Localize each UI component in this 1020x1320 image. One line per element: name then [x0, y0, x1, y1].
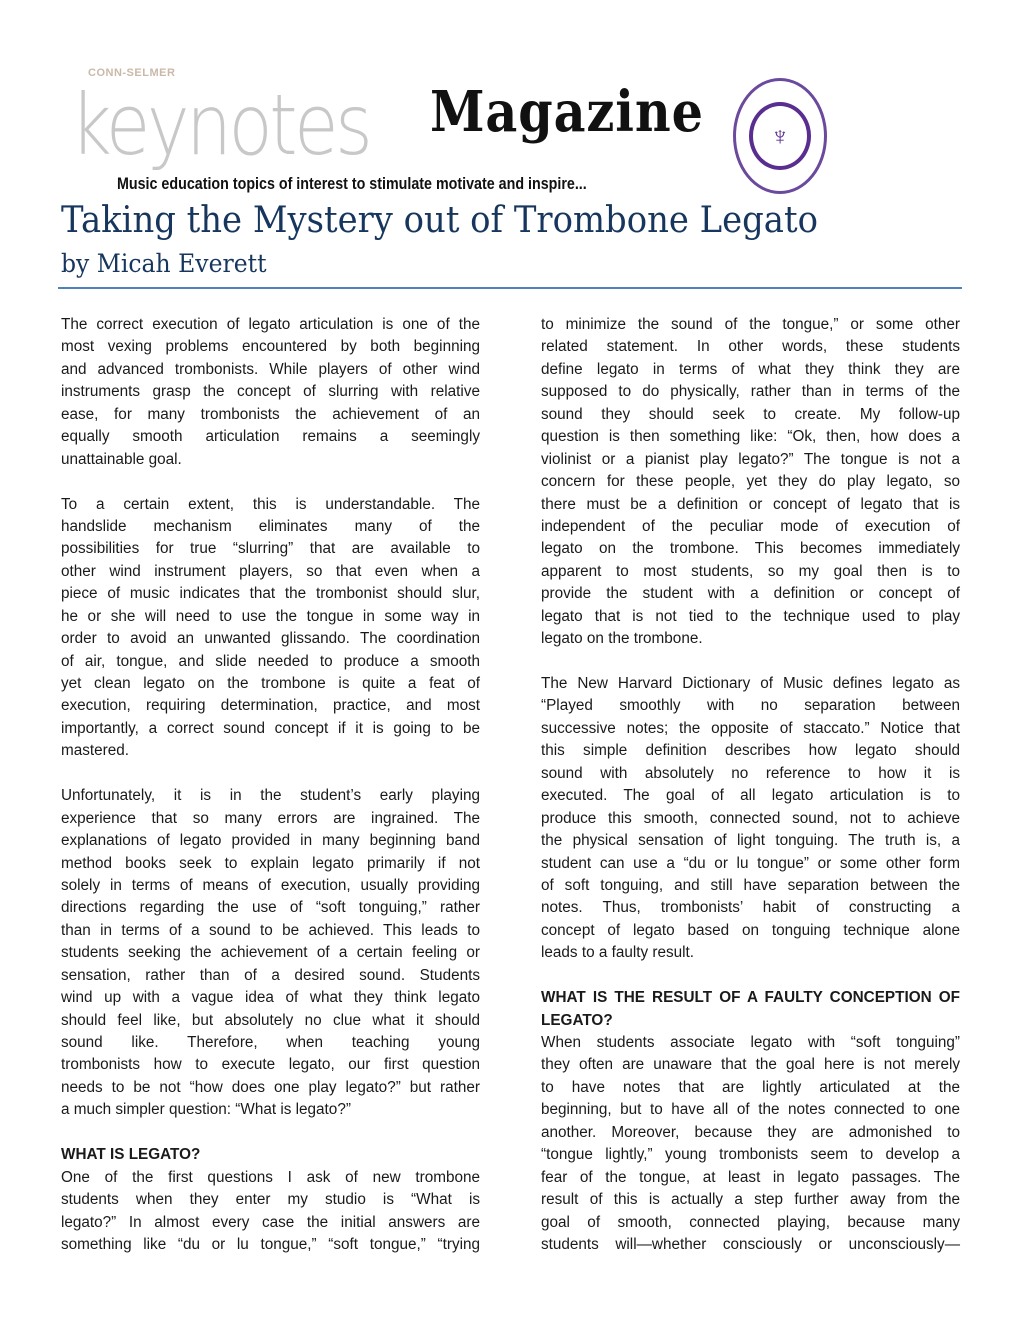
paragraph — [61, 314, 480, 471]
text-line: students when they enter my studio is “What is — [61, 1191, 480, 1209]
tagline: Music education topics of interest to stimulate motivate and inspire... — [117, 174, 587, 193]
text-line: student can use a “du or lu tongue” or some other form — [541, 854, 960, 872]
text-line: define legato in terms of what they think they are — [541, 360, 960, 378]
text-line: they often are unaware that the goal here is not merely — [541, 1056, 960, 1074]
text-line: a much simpler question: “What is legato?” — [61, 1101, 351, 1119]
text-line: sound with absolutely no reference to how it is — [541, 764, 960, 782]
text-line: When students associate legato with “soft tonguing” — [541, 1034, 960, 1051]
text-line: provide the student with a definition or concept of — [541, 585, 960, 603]
text-line: leads to a faulty result. — [541, 944, 695, 962]
text-line: apparent to most students, so my goal then is to — [541, 562, 960, 580]
paragraph — [541, 1032, 960, 1256]
text-line: should feel like, but absolutely no clue what it should — [61, 1011, 480, 1029]
brand-small: CONN-SELMER — [88, 67, 176, 79]
paragraph — [61, 1167, 480, 1257]
text-line: experience that so many errors are ingrained. The — [61, 809, 480, 827]
conn-selmer-seal-icon — [733, 78, 827, 194]
section-heading — [61, 1144, 480, 1166]
column-left — [61, 314, 480, 1279]
text-line: ease, for many trombonists the achievement of an — [61, 405, 480, 423]
text-line: than in terms of a sound to be achieved. This leads to — [61, 921, 480, 939]
paragraph — [541, 314, 960, 651]
text-line: concern for these people, yet they do play legato, so — [541, 473, 960, 491]
text-line: sound like. Therefore, when teaching young — [61, 1034, 480, 1051]
text-line: most vexing problems encountered by both beginning — [61, 338, 480, 356]
text-line: To a certain extent, this is understandable. The — [61, 495, 480, 513]
article-byline: by Micah Everett — [61, 249, 267, 278]
text-line: One of the first questions I ask of new trombone — [61, 1168, 480, 1186]
section-heading — [541, 987, 960, 1032]
paragraph — [61, 785, 480, 1122]
text-line: WHAT IS LEGATO? — [61, 1146, 201, 1164]
text-line: goal of smooth, connected playing, because many — [541, 1213, 960, 1231]
text-line: directions regarding the use of “soft tonguing,” rather — [61, 899, 480, 917]
text-line: handslide mechanism eliminates many of the — [61, 517, 480, 535]
column-right — [541, 314, 960, 1279]
text-line: possibilities for true “slurring” that are available to — [61, 540, 480, 558]
text-line: of air, tongue, and slide needed to produce a smooth — [61, 652, 480, 670]
text-line: other wind instrument players, so that even when a — [61, 562, 480, 580]
text-line: beginning, but to have all of the notes connected to one — [541, 1101, 960, 1119]
text-line: to minimize the sound of the tongue,” or some other — [541, 316, 960, 333]
text-line: “tongue lightly,” young trombonists seem to develop a — [541, 1146, 960, 1164]
text-line: violinist or a pianist play legato?” The tongue is not a — [541, 450, 960, 468]
text-line: mastered. — [61, 742, 130, 760]
text-line: students seeking the achievement of a certain feeling or — [61, 944, 480, 962]
text-line: importantly, a correct sound concept if it is going to be — [61, 719, 480, 737]
text-line: The correct execution of legato articulation is one of the — [61, 316, 480, 333]
text-line: sensation, rather than of a desired sound. Students — [61, 966, 480, 984]
text-line: there must be a definition or concept of legato that is — [541, 495, 960, 513]
text-line: legato on the trombone. — [541, 630, 703, 648]
masthead-logo — [70, 67, 840, 198]
text-line: trombonists how to execute legato, our first question — [61, 1056, 480, 1074]
article-title: Taking the Mystery out of Trombone Legato — [61, 200, 818, 241]
text-line: something like “du or lu tongue,” “soft tongue,” “trying — [61, 1235, 480, 1253]
text-line: the physical sensation of light tonguing. The truth is, a — [541, 832, 960, 850]
text-line: execution, requiring determination, practice, and most — [61, 697, 480, 715]
text-line: The New Harvard Dictionary of Music defines legato as — [541, 675, 960, 692]
text-line: another. Moreover, because they are admonished to — [541, 1123, 960, 1141]
text-line: produce this smooth, connected sound, not to achieve — [541, 809, 960, 827]
text-line: legato that is not tied to the technique used to play — [541, 607, 960, 625]
text-line: fear of the tongue, at least in legato passages. The — [541, 1168, 960, 1186]
paragraph — [61, 494, 480, 763]
text-line: LEGATO? — [541, 1011, 613, 1029]
text-line: solely in terms of means of execution, usually providing — [61, 876, 480, 894]
paragraph — [541, 673, 960, 965]
text-line: sound they should seek to create. My follow-up — [541, 405, 960, 423]
text-line: to have notes that are lightly articulated at the — [541, 1078, 960, 1096]
lyre-icon: ♆ — [749, 102, 811, 170]
text-line: Unfortunately, it is in the student’s early playing — [61, 787, 480, 805]
text-line: yet clean legato on the trombone is quite a feat of — [61, 675, 480, 692]
text-line: students will—whether consciously or unconsciously— — [541, 1235, 960, 1253]
text-line: he or she will need to use the tongue in some way in — [61, 607, 480, 625]
text-line: question is then something like: “Ok, then, how does a — [541, 428, 960, 446]
title-divider — [58, 287, 962, 289]
brand-keynotes: keynotes — [70, 76, 370, 174]
text-line: related statement. In other words, these students — [541, 338, 960, 356]
text-line: independent of the peculiar mode of execution of — [541, 517, 960, 535]
text-line: needs to be not “how does one play legato?” but rather — [61, 1078, 480, 1096]
text-line: legato?” In almost every case the initial answers are — [61, 1213, 480, 1231]
text-line: of soft tonguing, and still have separation between the — [541, 876, 960, 894]
text-line: order to avoid an unwanted glissando. The coordination — [61, 630, 480, 648]
text-line: method books seek to explain legato primarily if not — [61, 854, 480, 872]
text-line: “Played smoothly with no separation between — [541, 697, 960, 715]
text-line: unattainable goal. — [61, 450, 182, 468]
text-line: this simple definition describes how legato should — [541, 742, 960, 760]
text-line: instruments grasp the concept of slurring with relative — [61, 383, 480, 401]
text-line: wind up with a vague idea of what they think legato — [61, 989, 480, 1007]
text-line: notes. Thus, trombonists’ habit of constructing a — [541, 899, 960, 917]
text-line: explanations of legato provided in many beginning band — [61, 832, 480, 850]
text-line: WHAT IS THE RESULT OF A FAULTY CONCEPTION OF — [541, 989, 960, 1007]
text-line: supposed to do physically, rather than in terms of the — [541, 383, 960, 401]
text-line: executed. The goal of all legato articulation is to — [541, 787, 960, 805]
text-line: piece of music indicates that the trombonist should slur, — [61, 585, 480, 603]
text-line: successive notes; the opposite of staccato.” Notice that — [541, 719, 960, 737]
text-line: concept of legato based on tonguing technique alone — [541, 921, 960, 939]
text-line: result of this is actually a step further away from the — [541, 1191, 960, 1209]
text-line: and advanced trombonists. While players of other wind — [61, 360, 480, 378]
text-line: legato on the trombone. This becomes immediately — [541, 540, 960, 558]
text-line: equally smooth articulation remains a seemingly — [61, 428, 480, 446]
brand-magazine: Magazine — [430, 79, 704, 145]
